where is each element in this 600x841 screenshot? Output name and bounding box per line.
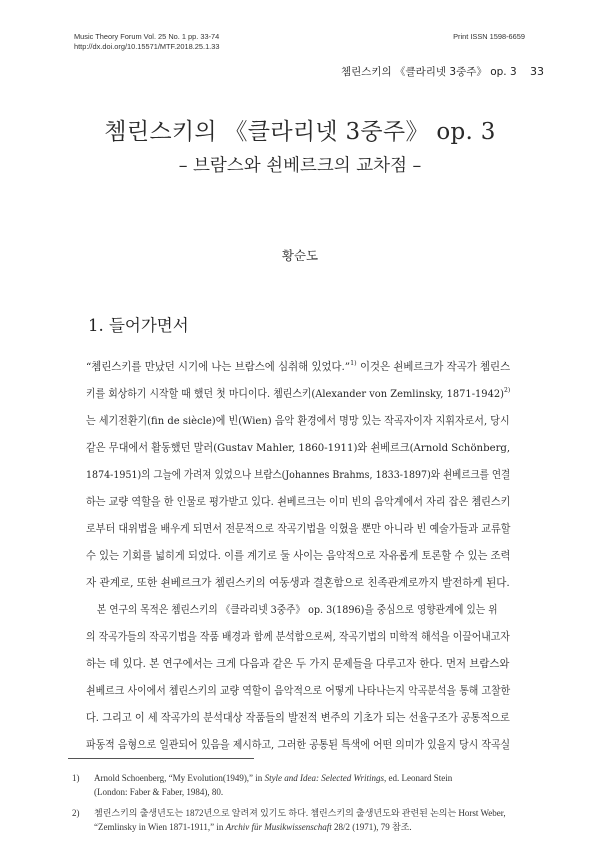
text-line: 1874-1951)의 그늘에 가려져 있었으나 브람스(Johannes Brahms, 1833-1897)와 쇤베르크를 연결 [86, 469, 511, 481]
footnote-line: Arnold Schoenberg, “My Evolution(1949),” in Style and Idea: Selected Writings, ed. Leonard Stein [94, 773, 453, 783]
text-line: 파동적 음형으로 일관되어 있음을 제시하고, 그러한 공통된 특색에 어떤 의미가 있을지 당시 작곡실 [86, 739, 511, 751]
text-line: 다. 그리고 이 세 작곡가의 분석대상 작품들의 발전적 변주의 기초가 되는 선율구조가 공통적으로 [86, 712, 510, 724]
text-line: 본 연구의 목적은 쳄린스키의 《클라리넷 3중주》 op. 3(1896)을 중심으로 영향관계에 있는 위 [96, 604, 498, 616]
text-line: 로부터 대위법을 배우게 되면서 전문적으로 작곡기법을 익혔을 뿐만 아니라 빈 예술가들과 교류할 [86, 523, 511, 535]
paragraph-1 [86, 354, 510, 597]
text-line: 키를 회상하기 시작할 때 했던 첫 마디이다. 쳄린스키(Alexander von Zemlinsky, 1871-1942)$^{2)}$ [86, 386, 511, 400]
footnote-line: (London: Faber & Faber, 1984), 80. [94, 787, 224, 797]
text-line: “쳄린스키를 만났던 시기에 나는 브람스에 심취해 있었다.”$^{1)}$ 이것은 쇤베르크가 작곡가 쳄린스 [86, 359, 511, 373]
text-line: 하는 데 있다. 본 연구에서는 크게 다음과 같은 두 가지 문제들을 다루고자 한다. 먼저 브람스와 [86, 658, 510, 670]
author-name: 황순도 [281, 248, 319, 263]
journal-info [74, 32, 219, 52]
footnote-2 [72, 806, 512, 834]
body-text [86, 354, 510, 759]
paper-title: 쳄린스키의 《클라리넷 3중주》 op. 3 [104, 119, 496, 145]
issn: Print ISSN 1598-6659 [453, 32, 525, 41]
text-line: 같은 무대에서 활동했던 말러(Gustav Mahler, 1860-1911)와 쇤베르크(Arnold Schönberg, [86, 442, 511, 454]
running-head-title: 쳄린스키의 《클라리넷 3중주》 op. 3 [340, 66, 517, 78]
footnote-number: 2) [72, 808, 80, 818]
footnote-line: 쳄린스키의 출생년도는 1872년으로 알려져 있기도 하다. 쳄린스키의 출생년도와 관련된 논의는 Horst Weber, [94, 808, 506, 818]
text-line: 의 작곡가들의 작곡기법을 작품 배경과 함께 분석함으로써, 작곡기법의 미학적 해석을 이끌어내고자 [86, 631, 510, 643]
doi-link[interactable]: http://dx.doi.org/10.15571/MTF.2018.25.1.33 [74, 42, 220, 51]
journal-citation: Music Theory Forum Vol. 25 No. 1 pp. 33-74 [74, 32, 220, 41]
footnote-line: “Zemlinsky in Wien 1871-1911,” in Archiv für Musikwissenschaft 28/2 (1971), 79 참조. [94, 822, 412, 832]
text-line: 수 있는 기회를 넓히게 되었다. 이를 계기로 둘 사이는 음악적으로 자유롭게 토론할 수 있는 조력 [86, 550, 511, 562]
paragraph-2 [86, 597, 510, 759]
text-line: 쇤베르크 사이에서 쳄린스키의 교량 역할이 음악적으로 어떻게 나타나는지 악곡분석을 통해 고찰한 [86, 685, 511, 697]
footnote-ref-1[interactable]: 1) [350, 359, 357, 367]
running-head [341, 64, 544, 79]
footnotes [72, 771, 512, 841]
page-number: 33 [530, 65, 544, 78]
text-line: 는 세기전환기(fin de siècle)에 빈(Wien) 음악 환경에서 명망 있는 작곡자이자 지휘자로서, 당시 [86, 415, 510, 427]
footnote-ref-2[interactable]: 2) [504, 386, 511, 394]
footnote-number: 1) [72, 773, 80, 783]
text-line: 자 관계로, 또한 쇤베르크가 쳄린스키의 여동생과 결혼함으로 친족관계로까지 발전하게 된다. [86, 577, 510, 589]
text-line: 하는 교량 역할을 한 인물로 평가받고 있다. 쇤베르크는 이미 빈의 음악계에서 자리 잡은 쳄린스키 [86, 496, 511, 508]
section-heading: 1. 들어가면서 [88, 316, 189, 335]
footnote-1 [72, 771, 512, 799]
paper-subtitle: – 브람스와 쇤베르크의 교차점 – [178, 156, 422, 176]
footnote-divider [68, 758, 254, 759]
